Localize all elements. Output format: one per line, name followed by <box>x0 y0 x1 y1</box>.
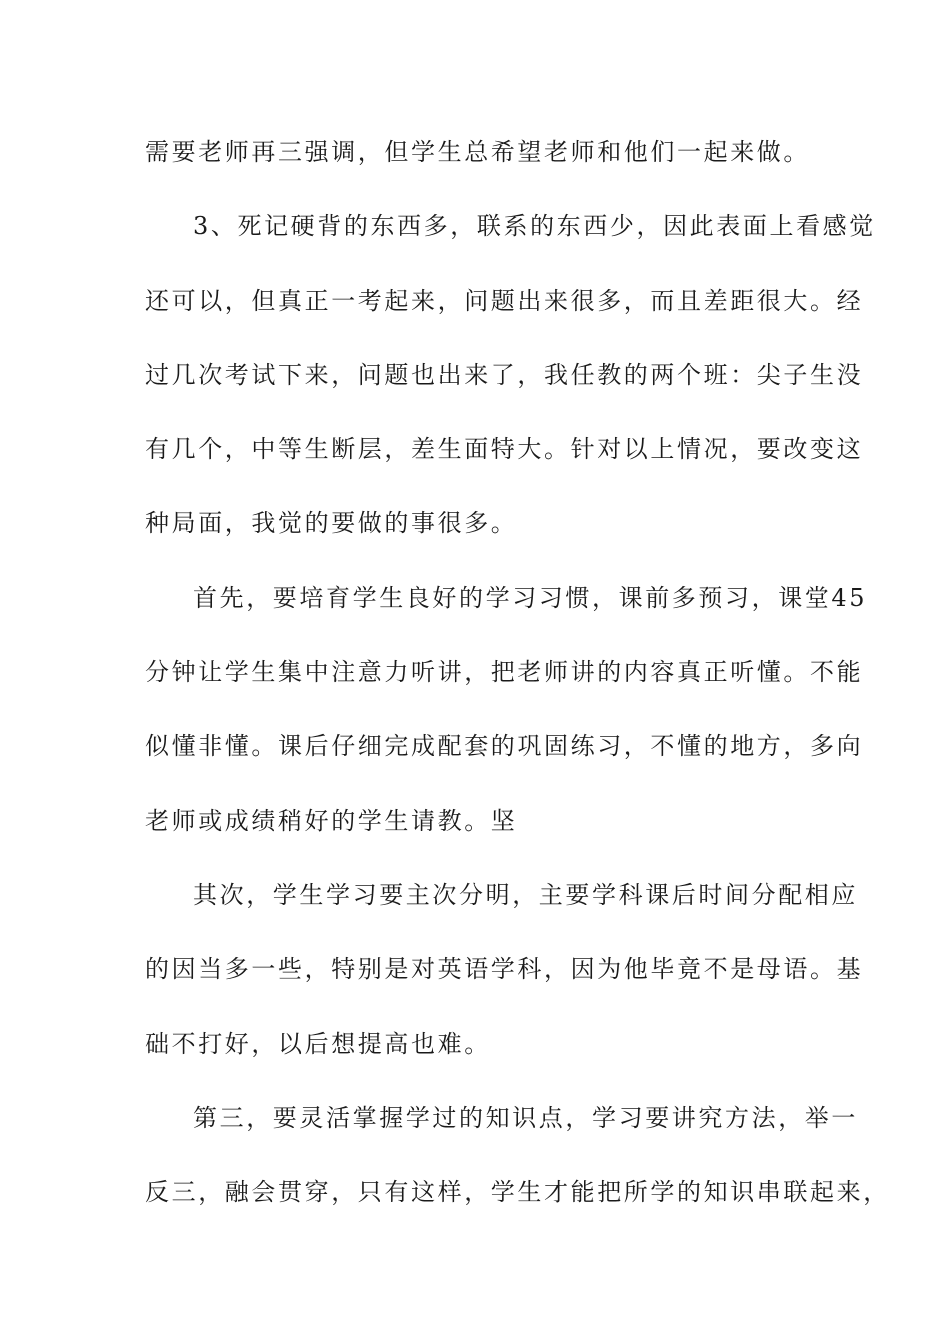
text-line: 反三，融会贯穿，只有这样，学生才能把所学的知识串联起来， <box>145 1178 890 1206</box>
text-line: 的因当多一些，特别是对英语学科，因为他毕竟不是母语。基 <box>145 955 864 983</box>
text-line: 分钟让学生集中注意力听讲，把老师讲的内容真正听懂。不能 <box>145 658 864 686</box>
text-line: 础不打好，以后想提高也难。 <box>145 1030 491 1058</box>
text-line: 其次，学生学习要主次分明，主要学科课后时间分配相应 <box>193 881 858 909</box>
text-line: 需要老师再三强调，但学生总希望老师和他们一起来做。 <box>145 138 810 166</box>
text-line: 3、死记硬背的东西多，联系的东西少，因此表面上看感觉 <box>193 212 876 240</box>
text-line: 过几次考试下来，问题也出来了，我任教的两个班：尖子生没 <box>145 361 864 389</box>
text-line: 还可以，但真正一考起来，问题出来很多，而且差距很大。经 <box>145 287 864 315</box>
text-line: 种局面，我觉的要做的事很多。 <box>145 509 518 537</box>
text-line: 第三，要灵活掌握学过的知识点，学习要讲究方法，举一 <box>193 1104 858 1132</box>
text-line: 老师或成绩稍好的学生请教。坚 <box>145 807 518 835</box>
text-line: 首先，要培育学生良好的学习习惯，课前多预习，课堂45 <box>193 584 868 612</box>
text-line: 有几个，中等生断层，差生面特大。针对以上情况，要改变这 <box>145 435 864 463</box>
text-line: 似懂非懂。课后仔细完成配套的巩固练习，不懂的地方，多向 <box>145 732 864 760</box>
